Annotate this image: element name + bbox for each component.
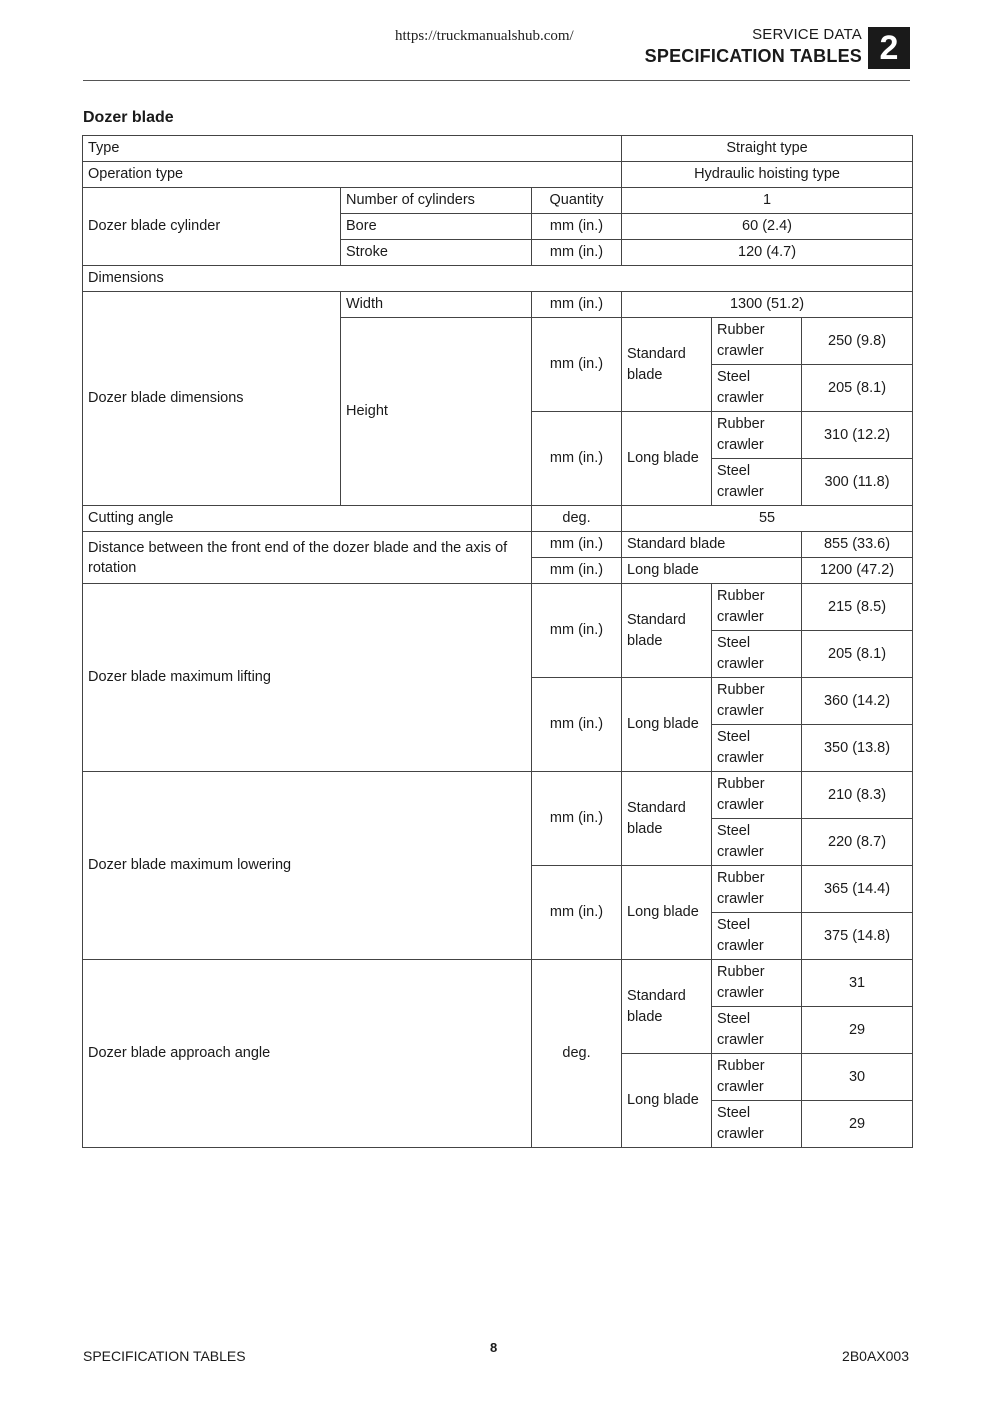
distance-unit: mm (in.) (532, 558, 622, 584)
table-row (83, 506, 913, 532)
value-cell: 205 (8.1) (802, 631, 913, 678)
value-cell: 29 (802, 1101, 913, 1148)
value-cell: 220 (8.7) (802, 819, 913, 866)
cutting-angle-value: 55 (622, 506, 913, 532)
header-spec-tables: SPECIFICATION TABLES (644, 46, 862, 66)
cutting-angle-label: Cutting angle (83, 506, 532, 532)
cylinder-unit: Quantity (532, 188, 622, 214)
value-cell: 215 (8.5) (802, 584, 913, 631)
approach-angle-unit: deg. (532, 960, 622, 1148)
distance-blade: Standard blade (622, 532, 802, 558)
value-cell: 360 (14.2) (802, 678, 913, 725)
value-cell: 210 (8.3) (802, 772, 913, 819)
chapter-number-badge: 2 (868, 27, 910, 69)
steel-crawler-label: Steel crawler (712, 913, 802, 960)
rubber-crawler-label: Rubber crawler (712, 1054, 802, 1101)
table-row (83, 584, 913, 631)
rubber-crawler-label: Rubber crawler (712, 318, 802, 365)
table-row (83, 772, 913, 819)
table-row (83, 136, 913, 162)
approach-angle-label: Dozer blade approach angle (83, 960, 532, 1148)
distance-value: 1200 (47.2) (802, 558, 913, 584)
unit-cell: mm (in.) (532, 772, 622, 866)
steel-crawler-label: Steel crawler (712, 459, 802, 506)
cylinder-value: 1 (622, 188, 913, 214)
value-cell: 350 (13.8) (802, 725, 913, 772)
steel-crawler-label: Steel crawler (712, 1007, 802, 1054)
table-row (83, 292, 913, 318)
rubber-crawler-label: Rubber crawler (712, 772, 802, 819)
max-lowering-label: Dozer blade maximum lowering (83, 772, 532, 960)
rubber-crawler-label: Rubber crawler (712, 960, 802, 1007)
cylinder-unit: mm (in.) (532, 214, 622, 240)
section-title: Dozer blade (83, 109, 174, 126)
table-row (83, 188, 913, 214)
distance-value: 855 (33.6) (802, 532, 913, 558)
unit-cell: mm (in.) (532, 318, 622, 412)
page-number: 8 (490, 1340, 498, 1355)
value-cell: 300 (11.8) (802, 459, 913, 506)
steel-crawler-label: Steel crawler (712, 631, 802, 678)
value-cell: 30 (802, 1054, 913, 1101)
long-blade-label: Long blade (622, 412, 712, 506)
unit-cell: mm (in.) (532, 678, 622, 772)
width-label: Width (341, 292, 532, 318)
distance-blade: Long blade (622, 558, 802, 584)
width-value: 1300 (51.2) (622, 292, 913, 318)
steel-crawler-label: Steel crawler (712, 1101, 802, 1148)
steel-crawler-label: Steel crawler (712, 365, 802, 412)
value-cell: 375 (14.8) (802, 913, 913, 960)
unit-cell: mm (in.) (532, 412, 622, 506)
footer-section-name: SPECIFICATION TABLES (83, 1348, 246, 1364)
standard-blade-label: Standard blade (622, 318, 712, 412)
value-cell: 310 (12.2) (802, 412, 913, 459)
width-unit: mm (in.) (532, 292, 622, 318)
height-label: Height (341, 318, 532, 506)
dozer-blade-spec-table (82, 135, 913, 1148)
distance-label: Distance between the front end of the dozer blade and the axis of rotation (83, 532, 532, 584)
footer-document-code: 2B0AX003 (842, 1348, 909, 1364)
max-lifting-label: Dozer blade maximum lifting (83, 584, 532, 772)
cylinder-label: Dozer blade cylinder (83, 188, 341, 266)
type-label: Type (83, 136, 622, 162)
value-cell: 29 (802, 1007, 913, 1054)
page-header (645, 26, 862, 68)
cylinder-item: Number of cylinders (341, 188, 532, 214)
cylinder-value: 120 (4.7) (622, 240, 913, 266)
type-value: Straight type (622, 136, 913, 162)
unit-cell: mm (in.) (532, 866, 622, 960)
header-service-data: SERVICE DATA (752, 26, 862, 43)
source-url: https://truckmanualshub.com/ (395, 28, 574, 44)
header-divider (83, 80, 910, 81)
distance-unit: mm (in.) (532, 532, 622, 558)
cutting-angle-unit: deg. (532, 506, 622, 532)
standard-blade-label: Standard blade (622, 584, 712, 678)
table-row (83, 960, 913, 1007)
standard-blade-label: Standard blade (622, 772, 712, 866)
value-cell: 365 (14.4) (802, 866, 913, 913)
cylinder-unit: mm (in.) (532, 240, 622, 266)
steel-crawler-label: Steel crawler (712, 819, 802, 866)
long-blade-label: Long blade (622, 866, 712, 960)
table-row (83, 266, 913, 292)
cylinder-item: Stroke (341, 240, 532, 266)
long-blade-label: Long blade (622, 678, 712, 772)
blade-dimensions-label: Dozer blade dimensions (83, 292, 341, 506)
value-cell: 205 (8.1) (802, 365, 913, 412)
operation-label: Operation type (83, 162, 622, 188)
value-cell: 31 (802, 960, 913, 1007)
table-row (83, 162, 913, 188)
cylinder-value: 60 (2.4) (622, 214, 913, 240)
dimensions-label: Dimensions (83, 266, 913, 292)
rubber-crawler-label: Rubber crawler (712, 584, 802, 631)
rubber-crawler-label: Rubber crawler (712, 678, 802, 725)
rubber-crawler-label: Rubber crawler (712, 412, 802, 459)
standard-blade-label: Standard blade (622, 960, 712, 1054)
rubber-crawler-label: Rubber crawler (712, 866, 802, 913)
cylinder-item: Bore (341, 214, 532, 240)
steel-crawler-label: Steel crawler (712, 725, 802, 772)
unit-cell: mm (in.) (532, 584, 622, 678)
table-row (83, 532, 913, 558)
long-blade-label: Long blade (622, 1054, 712, 1148)
value-cell: 250 (9.8) (802, 318, 913, 365)
operation-value: Hydraulic hoisting type (622, 162, 913, 188)
